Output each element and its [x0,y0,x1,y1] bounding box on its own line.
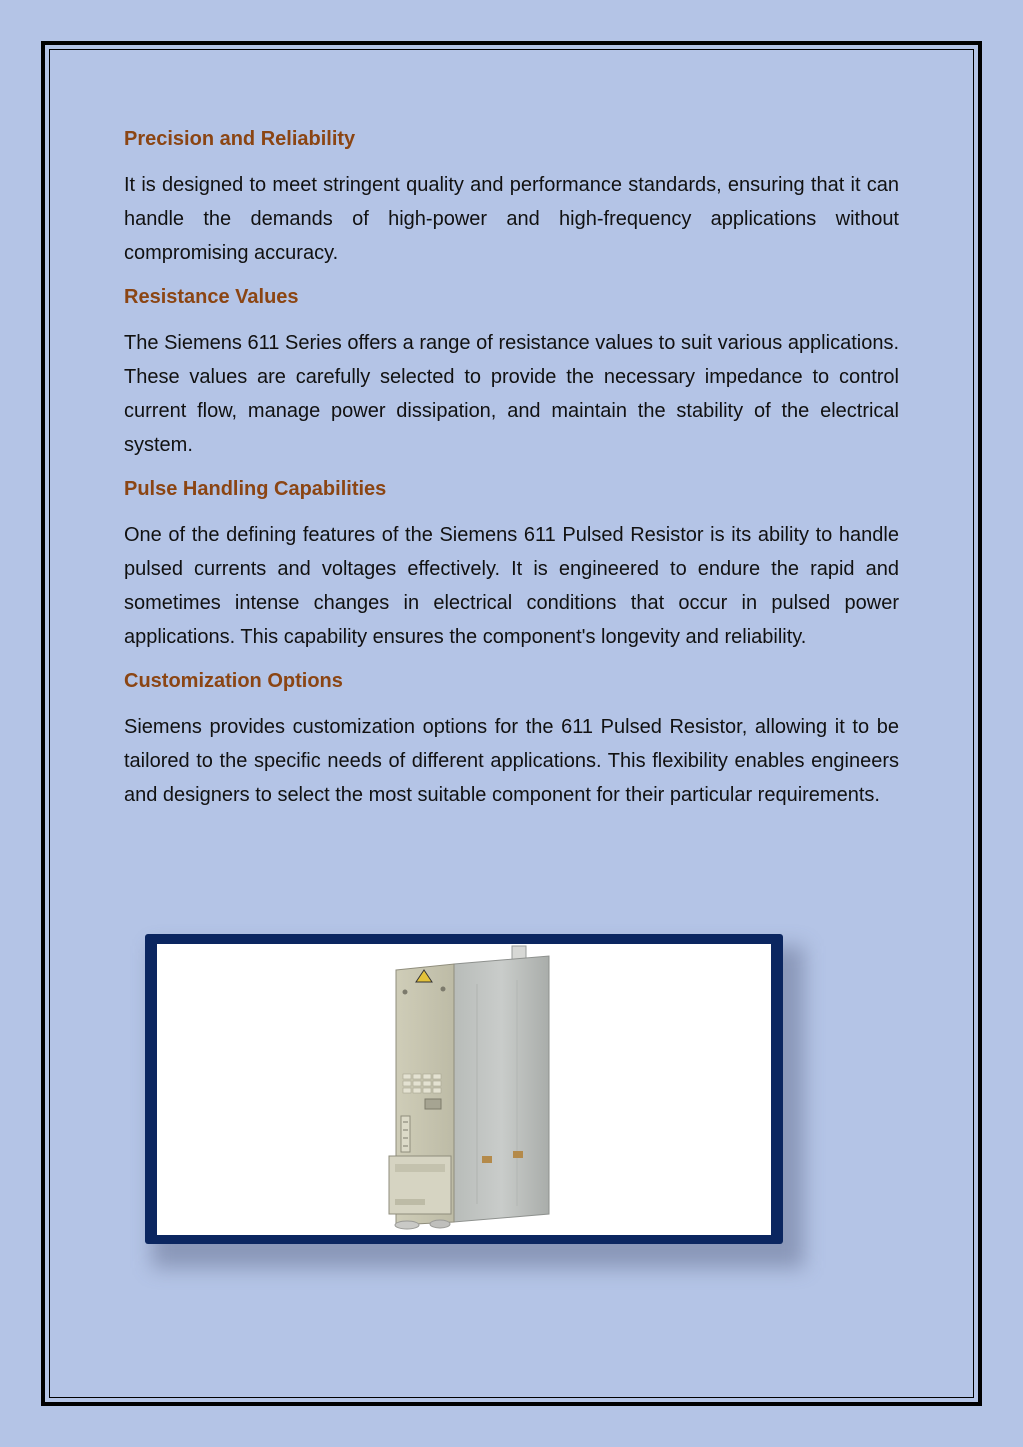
product-photo [157,944,771,1235]
section-heading-precision: Precision and Reliability [124,128,356,150]
pulsed-resistor-icon [157,944,771,1235]
section-body-pulse: One of the defining features of the Siemens 611 Pulsed Resistor is its ability to handle pulsed currents and voltages effectively. It is engineered to endure the rapid and sometimes intense changes in electrical conditions that occur in pulsed power applications. This capability ensures the component's longevity and reliability. [124,524,899,648]
section-heading-resistance: Resistance Values [124,286,299,308]
section-heading-customization: Customization Options [124,670,343,692]
document-body [124,124,899,824]
section-body-precision: It is designed to meet stringent quality and performance standards, ensuring that it can handle the demands of high-power and high-frequency applications without compromising accuracy. [124,174,899,264]
section-heading-pulse: Pulse Handling Capabilities [124,478,387,500]
section-body-customization: Siemens provides customization options for the 611 Pulsed Resistor, allowing it to be tailored to the specific needs of different applications. This flexibility enables engineers and designers to select the most suitable component for their particular requirements. [124,716,899,806]
product-photo-frame [145,934,783,1244]
section-body-resistance: The Siemens 611 Series offers a range of resistance values to suit various applications. These values are carefully selected to provide the necessary impedance to control current flow, manage power dissipation, and maintain the stability of the electrical system. [124,332,899,456]
